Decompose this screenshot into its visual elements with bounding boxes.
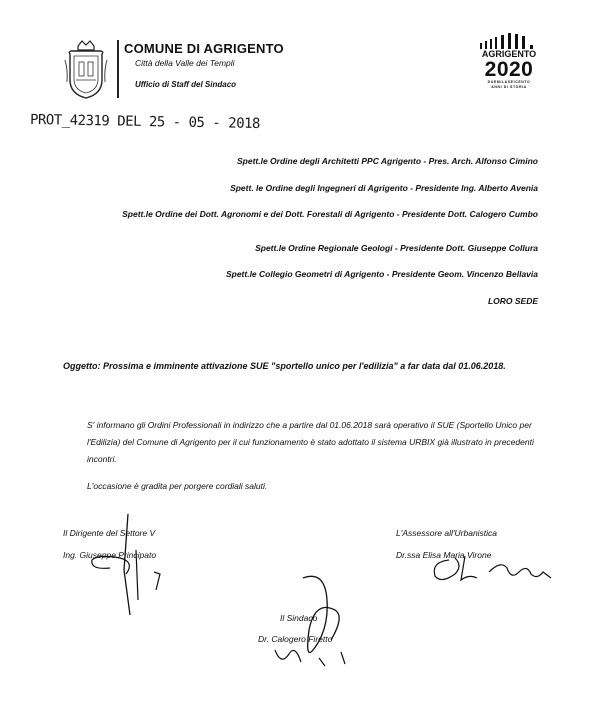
comune-title: COMUNE DI AGRIGENTO [124,41,284,56]
recipient-line: Spett. le Ordine degli Ingegneri di Agrigento - Presidente Ing. Alberto Avenia [230,183,538,193]
ufficio-label: Ufficio di Staff del Sindaco [135,80,237,89]
subject-line: Oggetto: Prossima e imminente attivazione SUE "sportello unico per l'edilizia" a far data dal 01.06.2018. [63,361,506,371]
recipient-line: Spett.le Ordine degli Architetti PPC Agrigento - Pres. Arch. Alfonso Cimino [237,156,538,166]
dirigente-role: Il Dirigente del Settore V [63,528,156,538]
logo-sub-1: DUEMILASEICENTO [487,80,531,84]
dirigente-signature [80,510,160,620]
recipient-line: Spett.le Collegio Geometri di Agrigento - Presidente Geom. Vincenzo Bellavia [225,269,538,279]
body-paragraph-1: S' informano gli Ordini Professionali in indirizzo che a partire dal 01.06.2018 sarà operativo il SUE (Sportello Unico per l'Edilizia) del Comune di Agrigento per il cui funzionamento è stato adottato il sistema URBIX già illustrato in precedenti incontri. [87,420,534,464]
sindaco-signature [265,570,365,670]
assessore-signature [425,550,575,590]
logo-bars-icon [474,33,544,49]
logo-name: AGRIGENTO [481,49,537,59]
logo-sub-2: ANNI DI STORIA [491,84,527,89]
dirigente-name: Ing. Giuseppe Principato [63,550,157,560]
coat-of-arms-logo [64,40,108,100]
sindaco-role: Il Sindaco [280,613,318,623]
body-paragraph-2: L'occasione è gradita per porgere cordiali saluti. [87,481,268,491]
agrigento-2020-logo [474,33,544,103]
header-divider [117,40,119,98]
recipient-line: LORO SEDE [487,296,538,306]
citta-subtitle: Città della Valle dei Templi [135,58,235,68]
protocol-handwritten: PROT_42319 DEL 25 - 05 - 2018 [29,111,261,133]
assessore-name: Dr.ssa Elisa Maria Virone [396,550,492,560]
logo-year: 2020 [484,58,534,81]
sindaco-name: Dr. Calogero Firetto [258,634,333,644]
recipient-line: Spett.le Ordine Regionale Geologi - Presidente Dott. Giuseppe Collura [255,243,538,253]
assessore-role: L'Assessore all'Urbanistica [396,528,498,538]
recipient-line: Spett.le Ordine dei Dott. Agronomi e dei Dott. Forestali di Agrigento - Presidente Dott. Calogero Cumbo [122,209,538,219]
